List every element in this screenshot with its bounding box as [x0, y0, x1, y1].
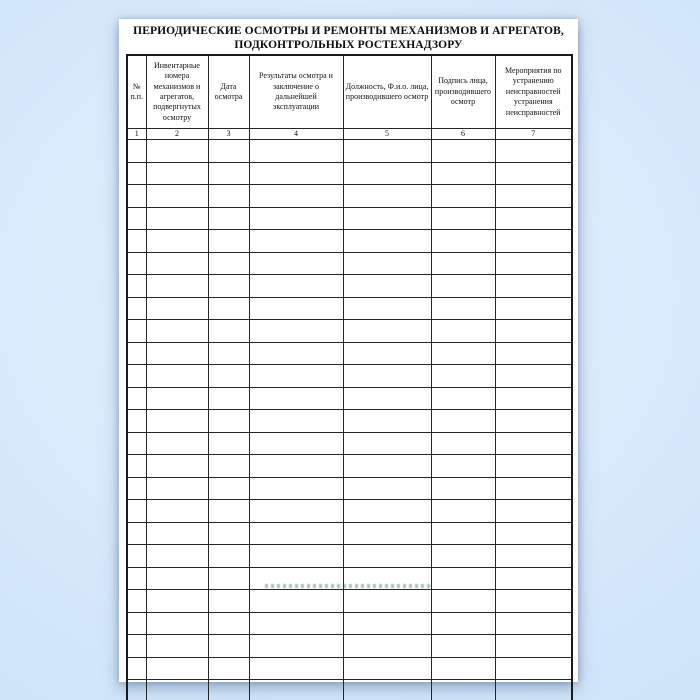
empty-cell	[127, 500, 146, 523]
table-body	[127, 140, 572, 700]
empty-cell	[146, 252, 208, 275]
empty-cell	[249, 410, 343, 433]
empty-cell	[249, 230, 343, 253]
empty-cell	[431, 320, 495, 343]
empty-cell	[127, 432, 146, 455]
document-title-line1: ПЕРИОДИЧЕСКИЕ ОСМОТРЫ И РЕМОНТЫ МЕХАНИЗМОВ И АГРЕГАТОВ,	[133, 25, 564, 37]
empty-cell	[343, 207, 431, 230]
empty-cell	[431, 297, 495, 320]
empty-cell	[208, 590, 249, 613]
empty-cell	[146, 387, 208, 410]
empty-cell	[208, 230, 249, 253]
empty-cell	[431, 230, 495, 253]
empty-cell	[431, 342, 495, 365]
table-row	[127, 162, 572, 185]
empty-cell	[127, 635, 146, 658]
empty-cell	[343, 230, 431, 253]
empty-cell	[495, 500, 572, 523]
table-row	[127, 252, 572, 275]
inspection-log-table	[126, 54, 573, 700]
table-row	[127, 500, 572, 523]
empty-cell	[431, 657, 495, 680]
empty-cell	[249, 612, 343, 635]
empty-cell	[127, 207, 146, 230]
empty-cell	[431, 635, 495, 658]
empty-cell	[431, 545, 495, 568]
empty-cell	[127, 612, 146, 635]
document-page	[119, 19, 578, 682]
empty-cell	[495, 477, 572, 500]
col-header-inspector-position-name: Должность, Ф.и.о. лица, производившего осмотр	[343, 55, 431, 129]
col-header-corrective-measures: Мероприятия по устранению неисправностей устранения неисправностей	[495, 55, 572, 129]
empty-cell	[249, 567, 343, 590]
empty-cell	[343, 342, 431, 365]
empty-cell	[208, 162, 249, 185]
empty-cell	[146, 545, 208, 568]
table-row	[127, 455, 572, 478]
document-title-line2: ПОДКОНТРОЛЬНЫХ РОСТЕХНАДЗОРУ	[234, 38, 463, 51]
table-row	[127, 545, 572, 568]
empty-cell	[146, 455, 208, 478]
empty-cell	[146, 410, 208, 433]
empty-cell	[208, 297, 249, 320]
empty-cell	[495, 297, 572, 320]
empty-cell	[146, 140, 208, 163]
empty-cell	[431, 477, 495, 500]
col-number: 1	[127, 129, 146, 140]
empty-cell	[431, 162, 495, 185]
empty-cell	[146, 612, 208, 635]
empty-cell	[495, 635, 572, 658]
col-header-row-number: № п.п.	[127, 55, 146, 129]
empty-cell	[127, 410, 146, 433]
empty-cell	[343, 410, 431, 433]
empty-cell	[249, 297, 343, 320]
empty-cell	[127, 275, 146, 298]
empty-cell	[208, 545, 249, 568]
document-title	[119, 19, 578, 53]
empty-cell	[146, 590, 208, 613]
empty-cell	[146, 477, 208, 500]
col-number: 4	[249, 129, 343, 140]
col-number: 6	[431, 129, 495, 140]
empty-cell	[208, 567, 249, 590]
empty-cell	[249, 635, 343, 658]
empty-cell	[495, 275, 572, 298]
empty-cell	[249, 320, 343, 343]
col-number: 3	[208, 129, 249, 140]
empty-cell	[249, 455, 343, 478]
table-row	[127, 140, 572, 163]
empty-cell	[495, 522, 572, 545]
empty-cell	[343, 522, 431, 545]
empty-cell	[431, 252, 495, 275]
table-header-row	[127, 55, 572, 129]
empty-cell	[127, 297, 146, 320]
empty-cell	[146, 230, 208, 253]
table-row	[127, 657, 572, 680]
empty-cell	[495, 410, 572, 433]
empty-cell	[495, 590, 572, 613]
empty-cell	[431, 590, 495, 613]
empty-cell	[127, 365, 146, 388]
empty-cell	[431, 522, 495, 545]
empty-cell	[146, 635, 208, 658]
empty-cell	[127, 342, 146, 365]
empty-cell	[127, 545, 146, 568]
empty-cell	[431, 275, 495, 298]
empty-cell	[343, 545, 431, 568]
empty-cell	[431, 500, 495, 523]
empty-cell	[249, 680, 343, 700]
empty-cell	[343, 657, 431, 680]
empty-cell	[343, 455, 431, 478]
empty-cell	[495, 387, 572, 410]
empty-cell	[208, 365, 249, 388]
empty-cell	[127, 590, 146, 613]
empty-cell	[495, 680, 572, 700]
col-number: 2	[146, 129, 208, 140]
table-row	[127, 207, 572, 230]
empty-cell	[249, 387, 343, 410]
table-row	[127, 567, 572, 590]
empty-cell	[146, 432, 208, 455]
empty-cell	[208, 207, 249, 230]
empty-cell	[146, 185, 208, 208]
empty-cell	[249, 500, 343, 523]
empty-cell	[343, 432, 431, 455]
empty-cell	[495, 252, 572, 275]
empty-cell	[343, 500, 431, 523]
empty-cell	[208, 140, 249, 163]
empty-cell	[146, 365, 208, 388]
empty-cell	[343, 320, 431, 343]
table-row	[127, 320, 572, 343]
empty-cell	[208, 522, 249, 545]
table-row	[127, 342, 572, 365]
empty-cell	[343, 387, 431, 410]
empty-cell	[249, 207, 343, 230]
empty-cell	[127, 680, 146, 700]
empty-cell	[495, 230, 572, 253]
empty-cell	[495, 185, 572, 208]
table-row	[127, 432, 572, 455]
empty-cell	[343, 140, 431, 163]
empty-cell	[249, 140, 343, 163]
empty-cell	[249, 252, 343, 275]
empty-cell	[431, 680, 495, 700]
empty-cell	[146, 680, 208, 700]
table-row	[127, 635, 572, 658]
empty-cell	[249, 545, 343, 568]
empty-cell	[127, 387, 146, 410]
table-row	[127, 185, 572, 208]
empty-cell	[127, 162, 146, 185]
empty-cell	[146, 207, 208, 230]
empty-cell	[249, 432, 343, 455]
empty-cell	[208, 275, 249, 298]
empty-cell	[146, 342, 208, 365]
col-header-inspector-signature: Подпись лица, производившего осмотр	[431, 55, 495, 129]
empty-cell	[343, 590, 431, 613]
empty-cell	[208, 252, 249, 275]
col-header-inspection-date: Дата осмотра	[208, 55, 249, 129]
column-numbers-row	[127, 129, 572, 140]
empty-cell	[208, 342, 249, 365]
empty-cell	[208, 432, 249, 455]
empty-cell	[127, 252, 146, 275]
empty-cell	[146, 297, 208, 320]
table-row	[127, 297, 572, 320]
col-header-inspection-results: Результаты осмотра и заключение о дальнейшей эксплуатации	[249, 55, 343, 129]
empty-cell	[343, 567, 431, 590]
col-number: 5	[343, 129, 431, 140]
empty-cell	[495, 567, 572, 590]
empty-cell	[208, 635, 249, 658]
empty-cell	[343, 612, 431, 635]
empty-cell	[249, 162, 343, 185]
empty-cell	[146, 162, 208, 185]
empty-cell	[127, 522, 146, 545]
empty-cell	[431, 185, 495, 208]
empty-cell	[146, 320, 208, 343]
empty-cell	[249, 522, 343, 545]
table-row	[127, 590, 572, 613]
table-row	[127, 522, 572, 545]
empty-cell	[249, 477, 343, 500]
table-row	[127, 275, 572, 298]
empty-cell	[343, 477, 431, 500]
empty-cell	[495, 162, 572, 185]
empty-cell	[127, 320, 146, 343]
empty-cell	[127, 477, 146, 500]
empty-cell	[146, 500, 208, 523]
empty-cell	[343, 252, 431, 275]
table-row	[127, 230, 572, 253]
empty-cell	[431, 140, 495, 163]
table-row	[127, 612, 572, 635]
empty-cell	[208, 657, 249, 680]
empty-cell	[249, 657, 343, 680]
empty-cell	[208, 612, 249, 635]
empty-cell	[127, 657, 146, 680]
empty-cell	[249, 185, 343, 208]
table-row	[127, 387, 572, 410]
empty-cell	[249, 275, 343, 298]
empty-cell	[495, 365, 572, 388]
empty-cell	[208, 680, 249, 700]
empty-cell	[127, 455, 146, 478]
empty-cell	[495, 140, 572, 163]
empty-cell	[495, 432, 572, 455]
empty-cell	[495, 320, 572, 343]
empty-cell	[431, 567, 495, 590]
empty-cell	[343, 680, 431, 700]
empty-cell	[146, 522, 208, 545]
empty-cell	[208, 410, 249, 433]
empty-cell	[208, 185, 249, 208]
empty-cell	[343, 162, 431, 185]
empty-cell	[146, 275, 208, 298]
empty-cell	[208, 500, 249, 523]
empty-cell	[495, 342, 572, 365]
empty-cell	[495, 545, 572, 568]
empty-cell	[127, 230, 146, 253]
empty-cell	[431, 455, 495, 478]
empty-cell	[343, 185, 431, 208]
empty-cell	[343, 365, 431, 388]
empty-cell	[343, 275, 431, 298]
empty-cell	[431, 387, 495, 410]
empty-cell	[208, 455, 249, 478]
empty-cell	[431, 207, 495, 230]
table-row	[127, 680, 572, 700]
table-row	[127, 410, 572, 433]
empty-cell	[249, 365, 343, 388]
empty-cell	[208, 477, 249, 500]
empty-cell	[495, 612, 572, 635]
empty-cell	[495, 207, 572, 230]
empty-cell	[127, 567, 146, 590]
empty-cell	[208, 320, 249, 343]
empty-cell	[431, 365, 495, 388]
empty-cell	[431, 410, 495, 433]
empty-cell	[343, 635, 431, 658]
empty-cell	[495, 455, 572, 478]
empty-cell	[495, 657, 572, 680]
empty-cell	[431, 612, 495, 635]
empty-cell	[146, 657, 208, 680]
table-row	[127, 365, 572, 388]
empty-cell	[343, 297, 431, 320]
empty-cell	[249, 590, 343, 613]
empty-cell	[127, 185, 146, 208]
table-row	[127, 477, 572, 500]
empty-cell	[146, 567, 208, 590]
empty-cell	[431, 432, 495, 455]
empty-cell	[127, 140, 146, 163]
empty-cell	[249, 342, 343, 365]
col-number: 7	[495, 129, 572, 140]
empty-cell	[208, 387, 249, 410]
col-header-inventory-numbers: Инвентарные номера механизмов и агрегатов, подвергнутых осмотру	[146, 55, 208, 129]
